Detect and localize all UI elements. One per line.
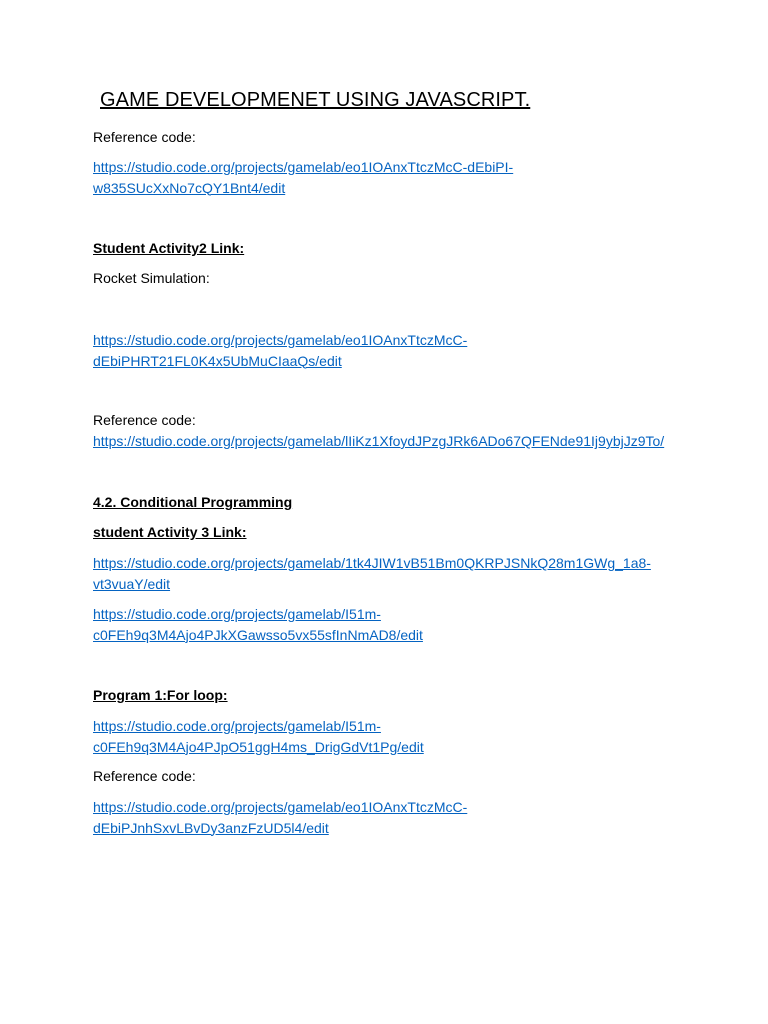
student-activity-3-link-1-line-2[interactable]: vt3vuaY/edit: [93, 575, 171, 592]
rocket-simulation-link-line-2[interactable]: dEbiPHRT21FL0K4x5UbMuCIaaQs/edit: [93, 352, 342, 369]
reference-link-1-line-1[interactable]: https://studio.code.org/projects/gamelab/eo1IOAnxTtczMcC-dEbiPI-: [93, 159, 514, 175]
reference-link-3[interactable]: [93, 797, 467, 838]
student-activity-3-link-2-line-1[interactable]: https://studio.code.org/projects/gamelab/I51m-: [93, 606, 381, 622]
document-title: GAME DEVELOPMENET USING JAVASCRIPT.: [100, 89, 531, 111]
reference-code-label-3: Reference code:: [93, 768, 196, 784]
rocket-simulation-label: Rocket Simulation:: [93, 270, 210, 286]
reference-link-1[interactable]: [93, 157, 513, 198]
program-1-link-line-2[interactable]: c0FEh9q3M4Ajo4PJpO51ggH4ms_DrigGdVt1Pg/edit: [93, 738, 424, 755]
reference-link-2-line-1[interactable]: https://studio.code.org/projects/gamelab/lIiKz1XfoydJPzgJRk6ADo67QFENde91Ij9ybjJz9To/: [93, 433, 665, 449]
student-activity-2-heading: Student Activity2 Link:: [93, 240, 245, 256]
program-1-link-line-1[interactable]: https://studio.code.org/projects/gamelab/I51m-: [93, 718, 381, 734]
reference-code-label-2: Reference code:: [93, 412, 196, 428]
reference-link-3-line-1[interactable]: https://studio.code.org/projects/gamelab/eo1IOAnxTtczMcC-: [93, 799, 468, 815]
student-activity-3-link-1[interactable]: [93, 553, 651, 594]
reference-link-1-line-2[interactable]: w835SUcXxNo7cQY1Bnt4/edit: [93, 179, 286, 196]
rocket-simulation-link[interactable]: [93, 330, 467, 371]
conditional-programming-heading: 4.2. Conditional Programming: [93, 494, 293, 510]
reference-code-label-1: Reference code:: [93, 129, 196, 145]
student-activity-3-heading: student Activity 3 Link:: [93, 524, 247, 540]
program-1-heading: Program 1:For loop:: [93, 687, 228, 703]
student-activity-3-link-2-line-2[interactable]: c0FEh9q3M4Ajo4PJkXGawsso5vx55sfInNmAD8/edit: [93, 626, 423, 643]
program-1-link[interactable]: [93, 716, 424, 757]
student-activity-3-link-2[interactable]: [93, 604, 423, 645]
reference-link-3-line-2[interactable]: dEbiPJnhSxvLBvDy3anzFzUD5l4/edit: [93, 819, 329, 836]
reference-link-2[interactable]: [93, 431, 664, 452]
rocket-simulation-link-line-1[interactable]: https://studio.code.org/projects/gamelab/eo1IOAnxTtczMcC-: [93, 332, 468, 348]
student-activity-3-link-1-line-1[interactable]: https://studio.code.org/projects/gamelab/1tk4JIW1vB51Bm0QKRPJSNkQ28m1GWg_1a8-: [93, 555, 651, 571]
